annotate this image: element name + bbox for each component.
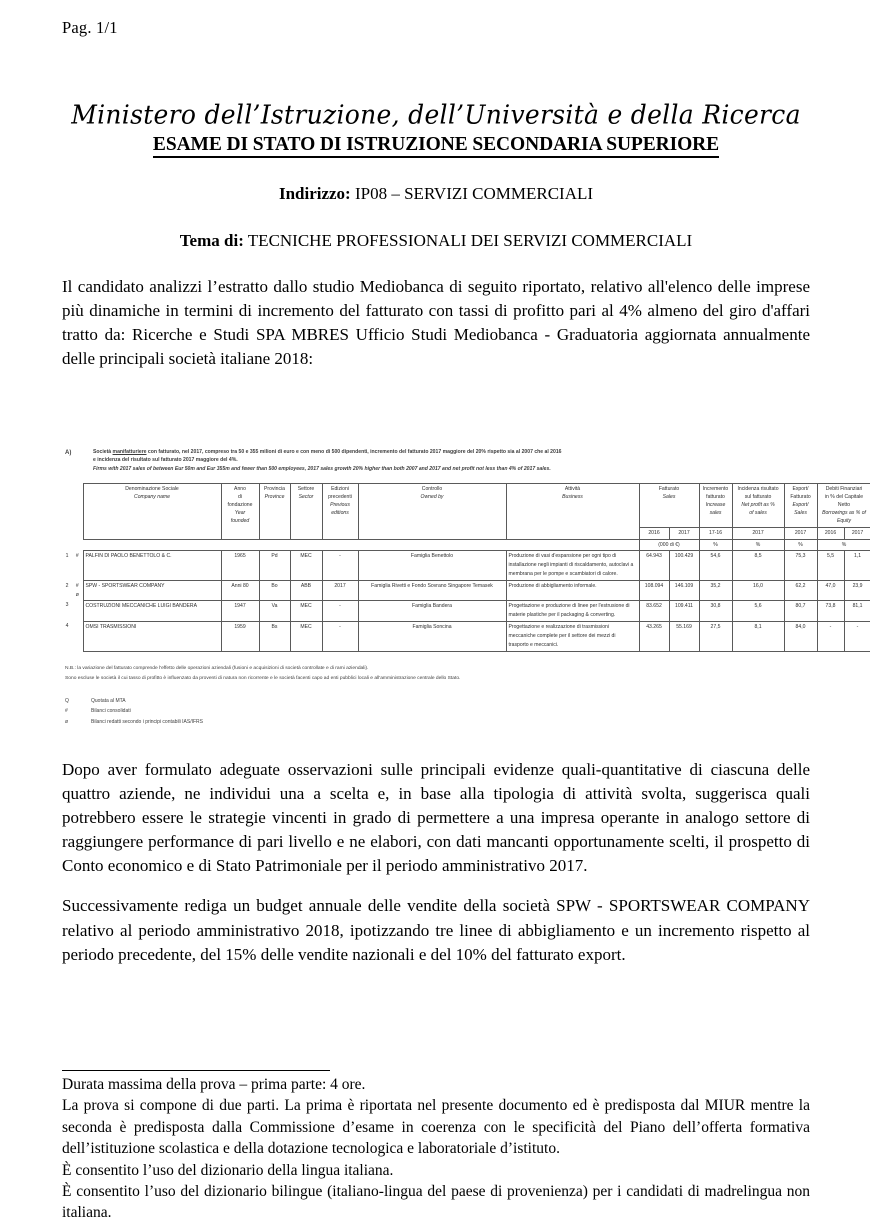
header-sales-2016: 2016 (639, 527, 669, 539)
header-increase-1716: 17-16 (699, 527, 732, 539)
row-borrow-2017: - (844, 621, 870, 651)
header-unit-sales: (000 di €) (639, 539, 699, 551)
header-rownum-2 (62, 527, 72, 539)
header-increase-it: Incremento (702, 486, 729, 493)
header-year-en2: founded (230, 517, 250, 524)
row-sector: MEC (290, 600, 322, 621)
legend-symbol: # (65, 708, 68, 715)
header-province-it: Provincia (264, 486, 285, 493)
spacer-sector (290, 539, 322, 551)
row-exports: 80,7 (784, 600, 817, 621)
row-company-name: OMSI TRASMISSIONI (83, 621, 221, 651)
footer-line-2: La prova si compone di due parti. La prima è riportata nel presente documento ed è predisposta dal MIUR mentre la seconda è predisposta dalla Commissione d’esame in coerenza con le specificità del Piano dell’offerta formativa dell’istituzione scolastica e della dotazione tecnologica e laboratoriale d’istituto. (62, 1097, 810, 1158)
header-year-en: Year (234, 509, 246, 516)
header-flag (72, 484, 83, 527)
row-increase: 35,2 (699, 581, 732, 601)
header-rownum-3 (62, 539, 72, 551)
footer-notes (62, 1070, 810, 1224)
table-body (62, 551, 870, 651)
table-row (62, 551, 870, 581)
criteria-line-1-a: Società (93, 448, 113, 455)
header-year (221, 484, 259, 539)
row-increase: 27,5 (699, 621, 732, 651)
header-previous (322, 484, 358, 539)
header-sector (290, 484, 322, 539)
row-sales-2017: 146.109 (669, 581, 699, 601)
row-netprofit: 8,1 (732, 621, 784, 651)
row-sales-2017: 55.169 (669, 621, 699, 651)
spacer-year (221, 539, 259, 551)
row-number: 1 (65, 552, 69, 559)
ministry-title: Ministero dell’Istruzione, dell’Università e della Ricerca (71, 99, 801, 130)
legend-symbol: Q (65, 697, 69, 704)
header-exports (784, 484, 817, 527)
spacer-province (259, 539, 290, 551)
footer-line-1: Durata massima della prova – prima parte: 4 ore. (62, 1076, 366, 1093)
row-previous: - (322, 621, 358, 651)
header-exports-en2: Sales (794, 509, 807, 516)
table-header-row-main (62, 484, 870, 527)
table-notes (65, 664, 810, 684)
tema-line (62, 231, 810, 251)
table-row (62, 600, 870, 621)
row-borrow-2016: - (817, 621, 844, 651)
header-increase-en: Increase (705, 502, 726, 508)
row-province: Bs (259, 621, 290, 651)
header-exports-it: Export/ (792, 486, 809, 493)
tema-label: Tema di: (179, 231, 244, 250)
header-netprofit (732, 484, 784, 527)
row-year: 1947 (221, 600, 259, 621)
header-year-it: Anno (234, 486, 246, 493)
indirizzo-line (62, 184, 810, 204)
header-netprofit-en: Net profit as % (741, 502, 775, 508)
header-sector-en: Sector (298, 494, 314, 501)
table-header (62, 484, 870, 551)
table-row (62, 621, 870, 651)
row-sales-2017: 109.411 (669, 600, 699, 621)
row-netprofit: 8,5 (732, 551, 784, 581)
footer-line-3: È consentito l’uso del dizionario della lingua italiana. (62, 1161, 394, 1179)
row-business: Progettazione e realizzazione di trasmissioni meccaniche complete per il settore dei mezzi di trasporto e meccanici. (506, 621, 639, 651)
page-number-label: Pag. 1/1 (62, 18, 118, 37)
header-business-en: Business (562, 494, 583, 501)
header-exports-2017: 2017 (784, 527, 817, 539)
header-borrow-2017: 2017 (844, 527, 870, 539)
legend-text: Quotata al MTA (91, 697, 126, 704)
row-year: Anni 80 (221, 581, 259, 601)
footer-line-4: È consentito l’uso del dizionario bilingue (italiano-lingua del paese di provenienza) per i candidati di madrelingua non italiana. (62, 1182, 810, 1222)
row-owned: Famiglia Benettolo (358, 551, 506, 581)
header-netprofit-it2: sul fatturato (744, 494, 772, 501)
extract-criteria-lines (93, 448, 810, 475)
header-sales-it: Fatturato (658, 486, 680, 493)
header-previous-it: Edizioni (331, 486, 349, 493)
row-sales-2016: 83.652 (639, 600, 669, 621)
row-exports: 84,0 (784, 621, 817, 651)
header-flag-2 (72, 527, 83, 539)
row-exports: 62,2 (784, 581, 817, 601)
indirizzo-label: Indirizzo: (278, 184, 351, 203)
header-owned (358, 484, 506, 539)
row-borrow-2017: 1,1 (844, 551, 870, 581)
header-business (506, 484, 639, 539)
legend-text: Bilanci redatti secondo i principi contabili IAS/IFRS (91, 719, 203, 726)
header-company (83, 484, 221, 539)
header-netprofit-2017: 2017 (732, 527, 784, 539)
header-sector-it: Settore (297, 486, 315, 493)
criteria-line-1-underlined: manifatturiere (112, 448, 147, 455)
footer-divider (62, 1070, 330, 1071)
header-sales (639, 484, 699, 527)
exam-title (62, 134, 810, 156)
row-borrow-2016: 5,5 (817, 551, 844, 581)
row-previous: - (322, 551, 358, 581)
row-province: Bo (259, 581, 290, 601)
row-flag (72, 621, 83, 651)
document-content (62, 99, 866, 967)
header-previous-en2: editions (331, 509, 349, 516)
row-sales-2016: 43.265 (639, 621, 669, 651)
header-owned-it: Controllo (421, 486, 443, 493)
legend-item (65, 696, 810, 707)
paragraph-after-table: Dopo aver formulato adeguate osservazioni sulle principali evidenze quali-quantitative di ciascuna delle quattro aziende, ne individui una a scelta e, in base alla tipologia di attività svolta, suggerisca quali potrebbero essere le strategie vincenti in grado di permettere a una impresa operante in analogo settore di raggiungere performance di pari livello e ne elabori, con dati mancanti opportunamente scelti, il prospetto di Conto economico e di Stato Patrimoniale per il periodo amministrativo 2017. (62, 759, 810, 876)
table-note-2: Sono escluse le società il cui tasso di profitto è influenzato da proventi di natura non ricorrente e le società facenti capo ad enti pubblici locali e all'amministrazione centrale dello Stato. (65, 675, 461, 681)
exam-title-text: ESAME DI STATO DI ISTRUZIONE SECONDARIA SUPERIORE (153, 134, 719, 158)
header-netprofit-en2: of sales (749, 509, 767, 516)
header-netprofit-it: Incidenza risultato (737, 486, 779, 493)
row-flag (72, 600, 83, 621)
row-business: Produzione di abbigliamento informale. (506, 581, 639, 601)
row-previous: 2017 (322, 581, 358, 601)
header-business-it: Attività (564, 486, 581, 493)
header-increase-en2: sales (709, 509, 722, 516)
row-sector: ABB (290, 581, 322, 601)
extract-criteria (65, 448, 810, 475)
mediobanca-extract (62, 448, 866, 728)
row-company-name: SPW - SPORTSWEAR COMPANY (83, 581, 221, 601)
criteria-line-1-b: con fatturato, nel 2017, compreso tra 50 e 355 milioni di euro e con meno di 500 dipendenti, incremento del fatturato 2017 maggiore del 20% rispetto sia al 2007 che al 2016 (146, 448, 562, 455)
header-exports-it2: Fatturato (790, 494, 811, 501)
table-note-1: N.B.: la variazione del fatturato comprende l'effetto delle operazioni aziendali (fusioni e acquisizioni di società controllate e di rami aziendali). (65, 665, 369, 671)
indirizzo-value: IP08 – SERVIZI COMMERCIALI (350, 184, 594, 203)
legend-symbol: ø (65, 719, 69, 726)
intro-paragraph: Il candidato analizzi l’estratto dallo studio Mediobanca di seguito riportato, relativo all'elenco delle imprese più dinamiche in termini di incremento del fatturato con tassi di profitto pari al 4% almeno del giro d'affari tratto da: Ricerche e Studi SPA MBRES Ufficio Studi Mediobanca - Graduatoria aggiornata annualmente delle principali società italiane 2018: (62, 277, 810, 369)
criteria-line-en: Firms with 2017 sales of between Eur 50m and Eur 355m and fewer than 500 employees, 2017 sales growth 20% higher than both 2007 and 2017 and net profit not less than 4% of 2017 sales. (93, 466, 551, 473)
row-company-name: COSTRUZIONI MECCANICHE LUIGI BANDERA (83, 600, 221, 621)
row-sales-2016: 108.094 (639, 581, 669, 601)
header-borrowings-en: Borrowings as % of (822, 509, 866, 516)
row-netprofit: 5,6 (732, 600, 784, 621)
spacer-previous (322, 539, 358, 551)
header-year-it3: fondazione (227, 502, 253, 508)
spacer-owned (358, 539, 506, 551)
header-previous-it2: precedenti (328, 494, 352, 501)
header-unit-pct1: % (699, 539, 732, 551)
legend-text: Bilanci consolidati (91, 708, 131, 715)
row-previous: - (322, 600, 358, 621)
row-exports: 75,3 (784, 551, 817, 581)
row-owned: Famiglia Bandera (358, 600, 506, 621)
row-year: 1965 (221, 551, 259, 581)
row-province: Pd (259, 551, 290, 581)
header-company-en: Company name (134, 494, 170, 501)
header-borrow-2016: 2016 (817, 527, 844, 539)
row-flag: # (75, 552, 79, 559)
header-sales-2017: 2017 (669, 527, 699, 539)
header-sales-en: Sales (662, 494, 676, 501)
table-header-row-units (62, 539, 870, 551)
row-netprofit: 16,0 (732, 581, 784, 601)
header-borrowings-en2: Equity (836, 517, 852, 524)
header-company-it: Denominazione Sociale (125, 486, 179, 493)
row-sales-2017: 100.429 (669, 551, 699, 581)
header-year-it2: di (238, 494, 242, 501)
row-year: 1959 (221, 621, 259, 651)
row-borrow-2016: 47,0 (817, 581, 844, 601)
row-owned: Famiglia Rivetti e Fondo Sovrano Singapore Temasek (358, 581, 506, 601)
header-province-en: Province (264, 494, 285, 501)
row-company-name: PALFIN DI PAOLO BENETTOLO & C. (83, 551, 221, 581)
header-increase-it2: fatturato (706, 494, 725, 501)
row-borrow-2017: 23,9 (844, 581, 870, 601)
header-owned-en: Owned by (420, 494, 444, 501)
header-unit-pct3: % (784, 539, 817, 551)
header-province (259, 484, 290, 539)
row-owned: Famiglia Soncina (358, 621, 506, 651)
row-province: Va (259, 600, 290, 621)
header-exports-en: Export/ (792, 502, 809, 508)
header-borrowings-it2: in % del Capitale Netto (824, 494, 864, 508)
row-number: 2 (65, 582, 69, 589)
criteria-line-1 (93, 448, 810, 457)
header-rownum (62, 484, 72, 527)
row-flag: # ø (75, 582, 79, 598)
header-flag-3 (72, 539, 83, 551)
legend-item (65, 706, 810, 717)
row-increase: 30,8 (699, 600, 732, 621)
legend-item (65, 717, 810, 728)
row-borrow-2017: 81,1 (844, 600, 870, 621)
header-previous-en: Previous (330, 502, 350, 508)
table-legend (65, 696, 810, 728)
row-number: 3 (65, 602, 69, 609)
extract-marker: A) (65, 449, 72, 456)
paragraph-budget: Successivamente rediga un budget annuale delle vendite della società SPW - SPORTSWEAR COMPANY relativo al periodo amministrativo 2018, ipotizzando tre linee di abbigliamento e un incremento rispetto al periodo precedente, del 15% delle vendite nazionali e del 10% del fatturato export. (62, 896, 810, 964)
row-sector: MEC (290, 621, 322, 651)
header-unit-pct2: % (732, 539, 784, 551)
table-row (62, 581, 870, 601)
row-number: 4 (65, 623, 69, 630)
spacer-business (506, 539, 639, 551)
row-business: Produzione di vasi d'espansione per ogni tipo di installazione negli impianti di riscaldamento, autoclavi a membrana per le pompe e scambiatori di calore. (506, 551, 639, 581)
row-sector: MEC (290, 551, 322, 581)
row-business: Progettazione e produzione di linee per l'estrusione di materie plastiche per il packaging & converting. (506, 600, 639, 621)
row-borrow-2016: 73,8 (817, 600, 844, 621)
tema-value: TECNICHE PROFESSIONALI DEI SERVIZI COMMERCIALI (243, 231, 693, 250)
mediobanca-table (62, 483, 870, 651)
row-sales-2016: 64.943 (639, 551, 669, 581)
criteria-line-2: e incidenza del risultato sul fatturato 2017 maggiore del 4%. (93, 457, 238, 464)
spacer-company (83, 539, 221, 551)
row-increase: 54,6 (699, 551, 732, 581)
header-unit-pct4: % (817, 539, 870, 551)
header-increase (699, 484, 732, 527)
header-borrowings (817, 484, 870, 527)
header-borrowings-it: Debiti Finanziari (825, 486, 863, 493)
